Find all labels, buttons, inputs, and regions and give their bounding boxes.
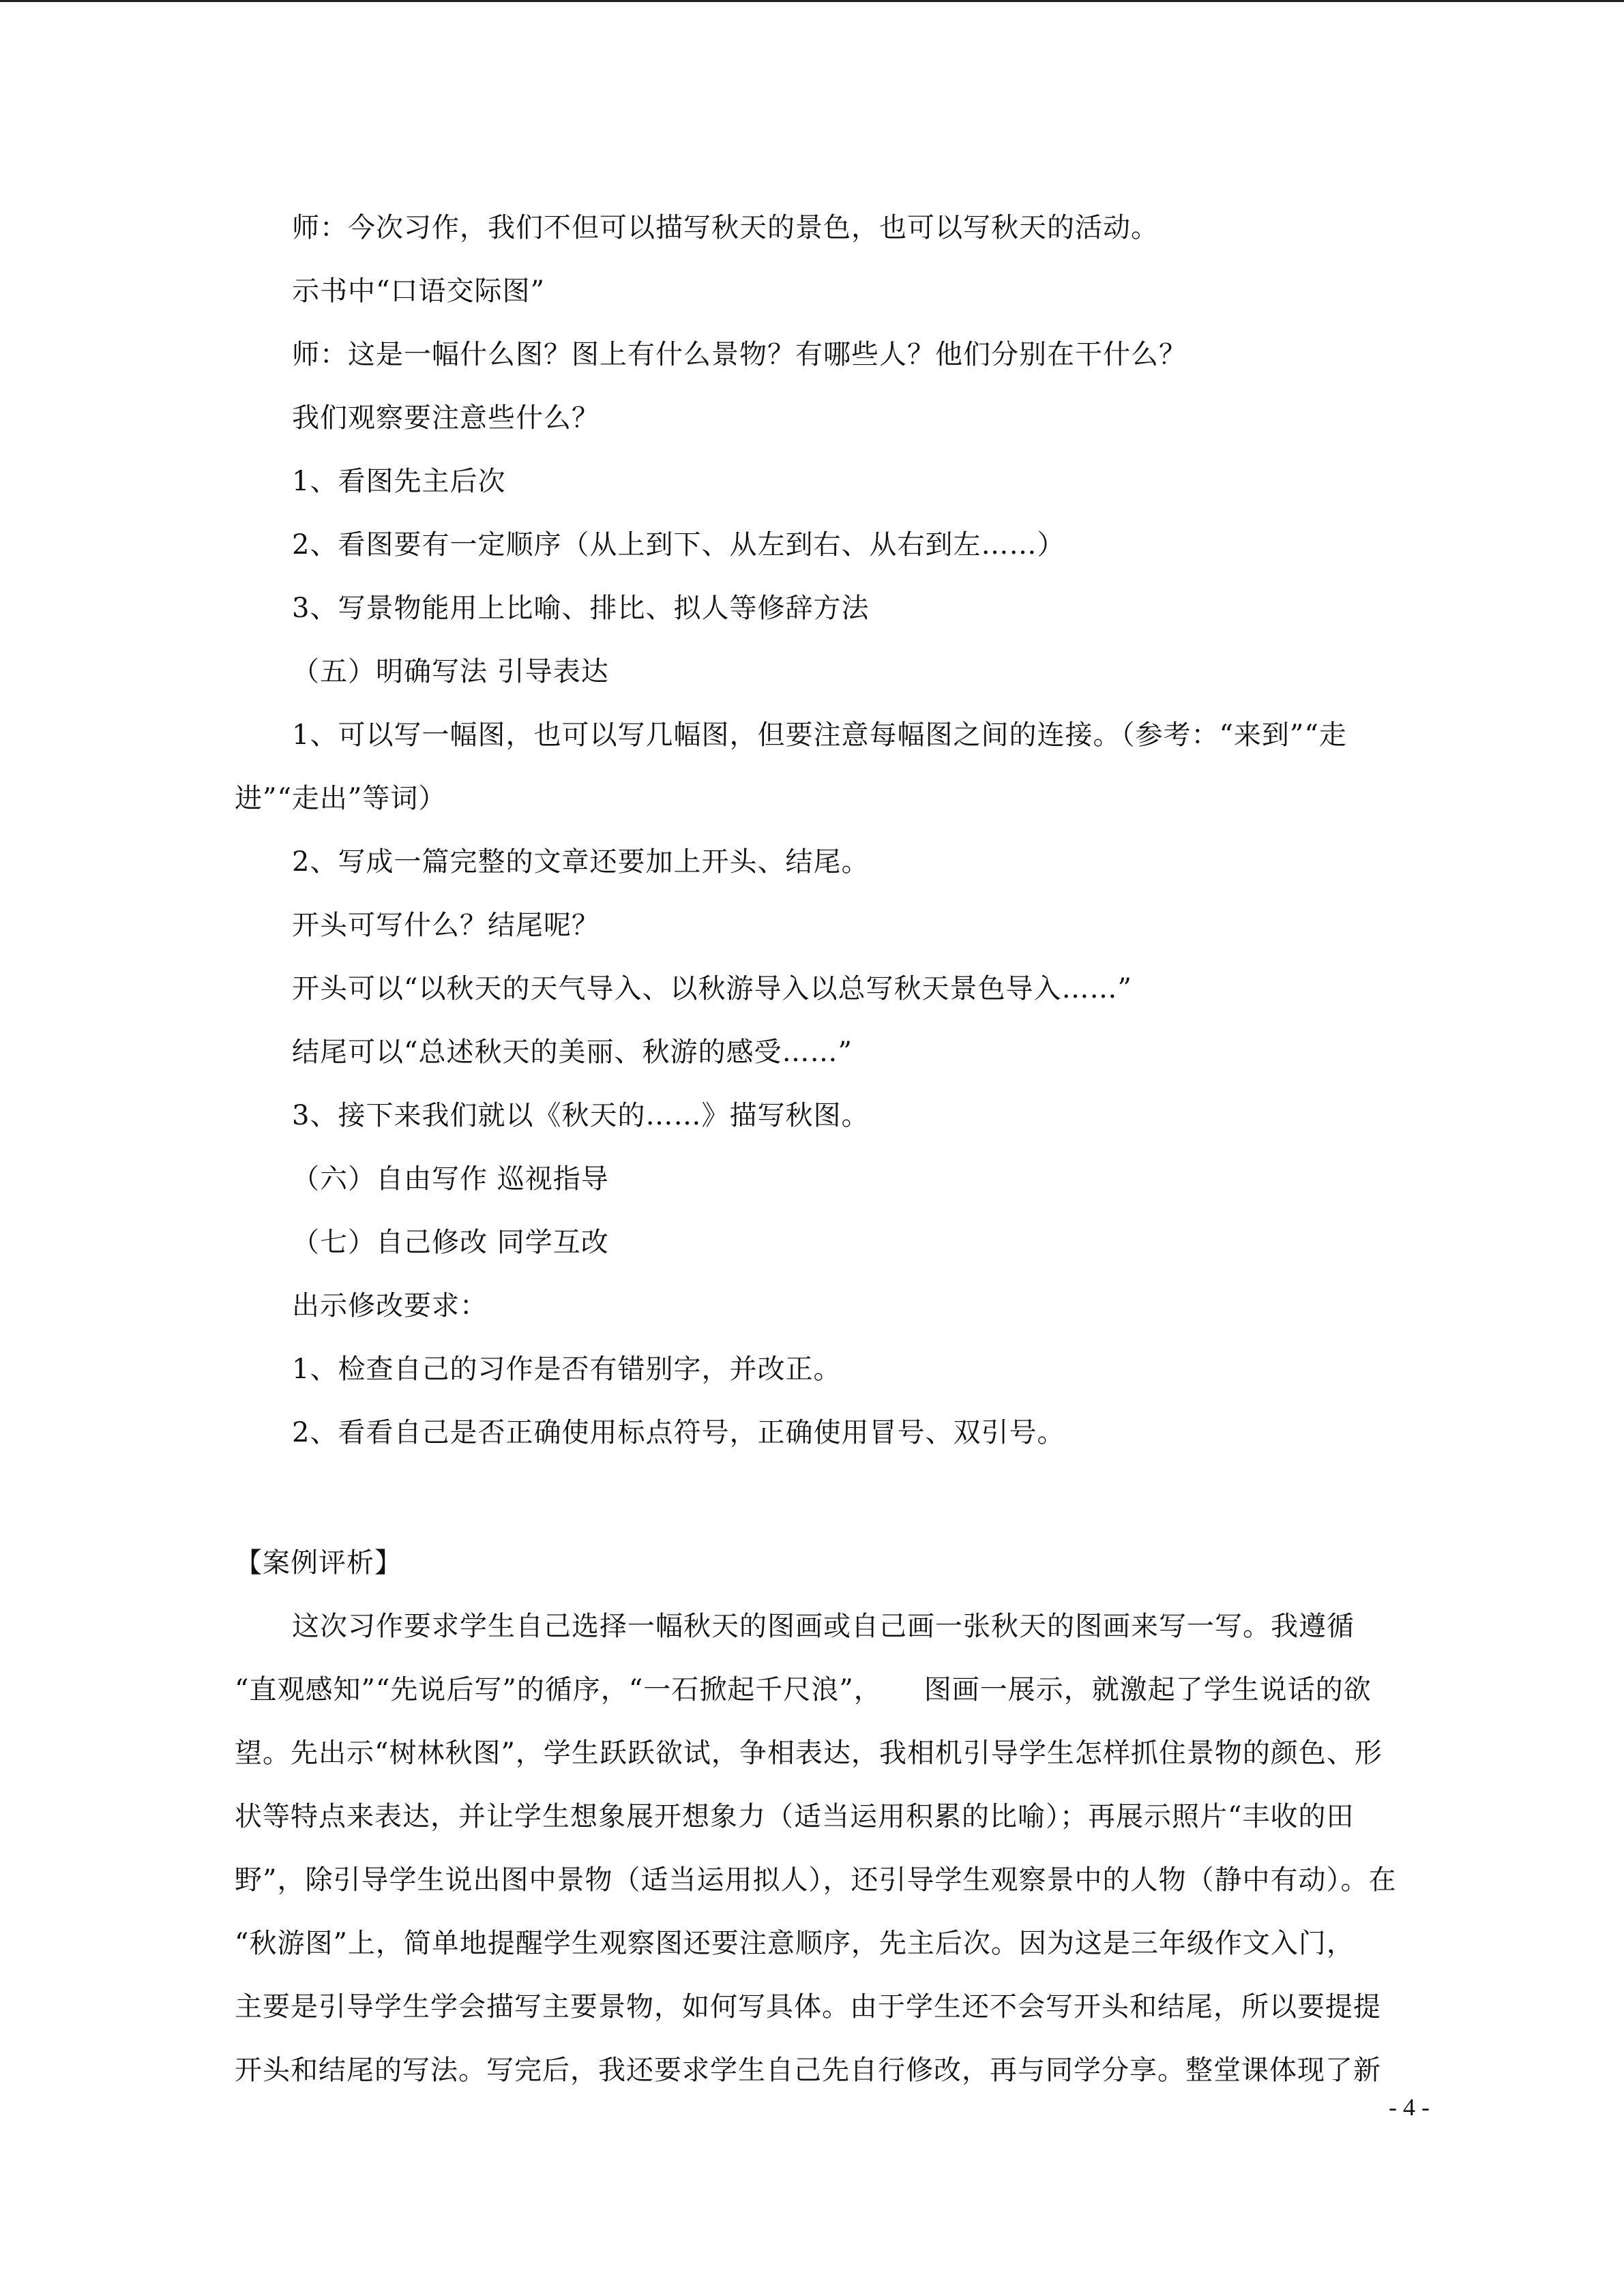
text-line-6: 2、看图要有一定顺序（从上到下、从左到右、从右到左……） — [292, 529, 1065, 561]
text-line-2: 示书中“口语交际图” — [292, 275, 545, 307]
text-line-9: 1、可以写一幅图，也可以写几幅图，但要注意每幅图之间的连接。（参考：“来到”“走 — [292, 719, 1347, 751]
text-line-13: 开头可以“以秋天的天气导入、以秋游导入以总写秋天景色导入……” — [292, 973, 1132, 1004]
text-line-19: 1、检查自己的习作是否有错别字，并改正。 — [292, 1354, 842, 1385]
top-border-line — [0, 0, 1624, 2]
text-line-18: 出示修改要求： — [292, 1290, 488, 1322]
text-line-14: 结尾可以“总述秋天的美丽、秋游的感受……” — [292, 1037, 853, 1068]
text-line-20: 2、看看自己是否正确使用标点符号，正确使用冒号、双引号。 — [292, 1417, 1065, 1448]
text-line-10: 进”“走出”等词） — [235, 783, 447, 814]
text-line-4: 我们观察要注意些什么？ — [292, 402, 600, 434]
page-number: - 4 - — [1389, 2093, 1430, 2121]
analysis-line-1: 这次习作要求学生自己选择一幅秋天的图画或自己画一张秋天的图画来写一写。我遵循 — [292, 1611, 1355, 1642]
text-line-5: 1、看图先主后次 — [292, 466, 506, 497]
analysis-line-8: 开头和结尾的写法。写完后，我还要求学生自己先自行修改，再与同学分享。整堂课体现了新 — [235, 2055, 1381, 2086]
text-line-7: 3、写景物能用上比喻、排比、拟人等修辞方法 — [292, 593, 870, 624]
section-heading-6: （六）自由写作 巡视指导 — [292, 1163, 609, 1195]
analysis-line-7: 主要是引导学生学会描写主要景物，如何写具体。由于学生还不会写开头和结尾，所以要提提 — [235, 1991, 1381, 2023]
analysis-line-4: 状等特点来表达，并让学生想象展开想象力（适当运用积累的比喻）；再展示照片“丰收的田 — [235, 1801, 1355, 1832]
text-line-1: 师：今次习作，我们不但可以描写秋天的景色，也可以写秋天的活动。 — [292, 212, 1159, 243]
text-line-3: 师：这是一幅什么图？图上有什么景物？有哪些人？他们分别在干什么？ — [292, 339, 1187, 370]
analysis-line-5: 野”，除引导学生说出图中景物（适当运用拟人），还引导学生观察景中的人物（静中有动）。在 — [235, 1864, 1397, 1896]
section-heading-7: （七）自己修改 同学互改 — [292, 1227, 609, 1258]
analysis-line-6: “秋游图”上，简单地提醒学生观察图还要注意顺序，先主后次。因为这是三年级作文入门， — [235, 1928, 1355, 1959]
text-line-11: 2、写成一篇完整的文章还要加上开头、结尾。 — [292, 846, 870, 878]
text-line-12: 开头可写什么？结尾呢？ — [292, 910, 600, 941]
analysis-line-3: 望。先出示“树林秋图”，学生跃跃欲试，争相表达，我相机引导学生怎样抓住景物的颜色、形 — [235, 1738, 1383, 1769]
analysis-heading: 【案例评析】 — [235, 1547, 402, 1579]
analysis-line-2: “直观感知”“先说后写”的循序，“一石掀起千尺浪”， 图画一展示，就激起了学生说话的欲 — [235, 1674, 1372, 1705]
text-line-15: 3、接下来我们就以《秋天的……》描写秋图。 — [292, 1100, 870, 1131]
section-heading-5: （五）明确写法 引导表达 — [292, 656, 609, 687]
